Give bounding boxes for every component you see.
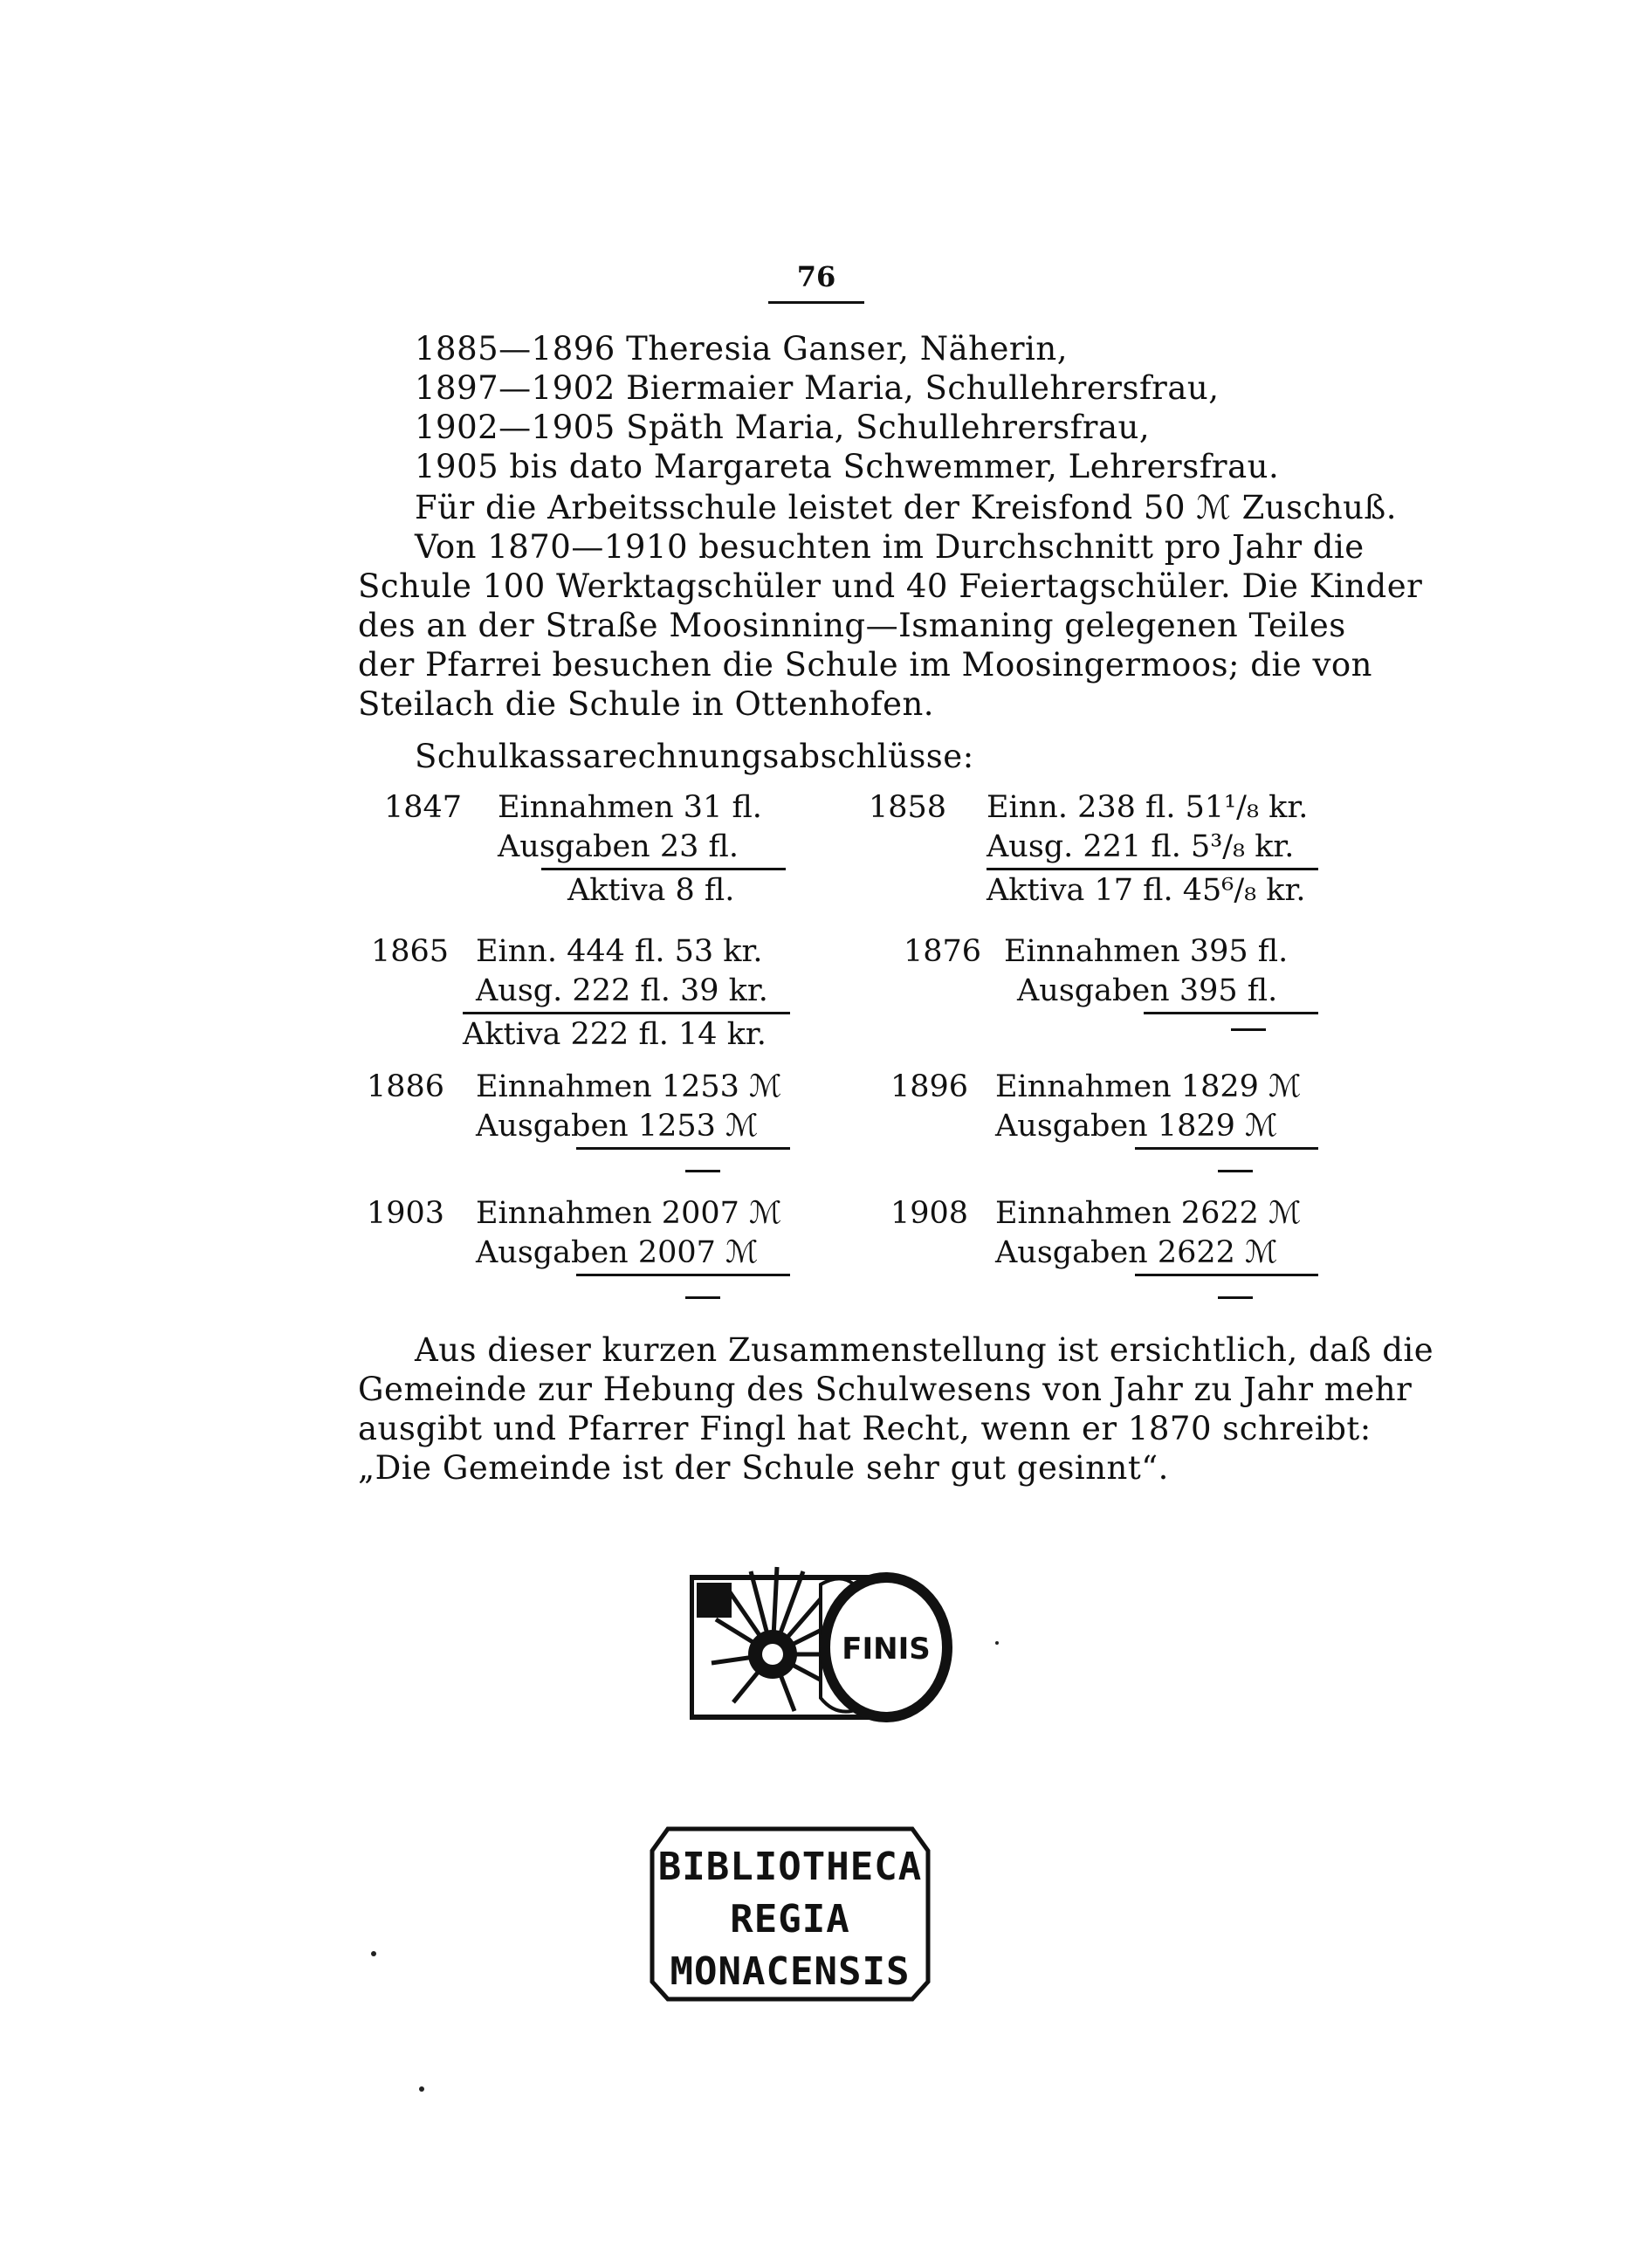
account-expense: Ausgaben 2007 ℳ (476, 1235, 759, 1270)
account-expense: Ausgaben 23 fl. (498, 829, 739, 864)
paragraph-line: „Die Gemeinde ist der Schule sehr gut gesinnt“. (358, 1449, 1169, 1487)
paragraph-line: Steilach die Schule in Ottenhofen. (358, 685, 935, 723)
paragraph-line: Von 1870—1910 besuchten im Durchschnitt pro Jahr die (415, 528, 1365, 566)
paragraph-line: Schule 100 Werktagschüler und 40 Feiertagschüler. Die Kinder (358, 567, 1423, 605)
library-stamp (642, 1811, 938, 2012)
paragraph-line: Gemeinde zur Hebung des Schulwesens von Jahr zu Jahr mehr (358, 1371, 1413, 1408)
account-expense: Ausg. 222 fl. 39 kr. (476, 973, 768, 1008)
stamp-line: REGIA (730, 1897, 850, 1942)
account-year: 1886 (367, 1069, 445, 1104)
teacher-line: 1885—1896 Theresia Ganser, Näherin, (415, 330, 1068, 368)
stamp-line: MONACENSIS (670, 1949, 911, 1994)
page-number-rule (768, 301, 864, 304)
ink-speck (371, 1951, 376, 1956)
account-income: Einnahmen 395 fl. (1004, 934, 1289, 969)
nil-balance-dash (685, 1296, 720, 1299)
account-income: Einnahmen 1829 ℳ (995, 1069, 1302, 1104)
sum-rule (1144, 1012, 1318, 1014)
account-balance: Aktiva 222 fl. 14 kr. (463, 1017, 767, 1052)
paragraph-line: Aus dieser kurzen Zusammenstellung ist ersichtlich, daß die (415, 1331, 1434, 1369)
teacher-line: 1902—1905 Späth Maria, Schullehrersfrau, (415, 409, 1151, 446)
page-number: 76 (796, 260, 836, 293)
accounts-heading: Schulkassarechnungsabschlüsse: (415, 738, 974, 775)
account-year: 1858 (869, 790, 947, 825)
account-expense: Ausg. 221 fl. 5³/₈ kr. (987, 829, 1295, 864)
finis-label: FINIS (842, 1632, 931, 1667)
paragraph-line: ausgibt und Pfarrer Fingl hat Recht, wenn er 1870 schreibt: (358, 1410, 1372, 1447)
finis-vignette (690, 1550, 995, 1724)
finis-ornament-icon (690, 1550, 995, 1724)
paragraph-line: des an der Straße Moosinning—Ismaning gelegenen Teiles (358, 607, 1346, 644)
account-income: Einnahmen 2007 ℳ (476, 1196, 782, 1231)
sum-rule (576, 1274, 790, 1276)
ink-speck (419, 2086, 424, 2092)
sum-rule (541, 868, 786, 870)
account-income: Einn. 238 fl. 51¹/₈ kr. (987, 790, 1309, 825)
account-year: 1847 (384, 790, 463, 825)
ink-speck (995, 1641, 999, 1645)
account-income: Einnahmen 2622 ℳ (995, 1196, 1302, 1231)
account-expense: Ausgaben 395 fl. (1017, 973, 1278, 1008)
paragraph-line: Für die Arbeitsschule leistet der Kreisfond 50 ℳ Zuschuß. (415, 489, 1397, 526)
account-year: 1876 (904, 934, 982, 969)
account-income: Einnahmen 1253 ℳ (476, 1069, 782, 1104)
account-expense: Ausgaben 1829 ℳ (995, 1109, 1278, 1144)
sum-rule (576, 1147, 790, 1150)
nil-balance-dash (685, 1170, 720, 1172)
nil-balance-dash (1218, 1296, 1253, 1299)
account-year: 1908 (890, 1196, 969, 1231)
sum-rule (987, 868, 1318, 870)
nil-balance-dash (1218, 1170, 1253, 1172)
account-year: 1896 (890, 1069, 969, 1104)
teacher-line: 1897—1902 Biermaier Maria, Schullehrersfrau, (415, 369, 1220, 407)
sum-rule (1135, 1274, 1318, 1276)
teacher-line: 1905 bis dato Margareta Schwemmer, Lehrersfrau. (415, 448, 1280, 485)
account-year: 1903 (367, 1196, 445, 1231)
account-balance: Aktiva 8 fl. (567, 873, 735, 908)
account-income: Einnahmen 31 fl. (498, 790, 762, 825)
nil-balance-dash (1231, 1028, 1266, 1031)
paragraph-line: der Pfarrei besuchen die Schule im Moosingermoos; die von (358, 646, 1372, 684)
account-year: 1865 (371, 934, 450, 969)
account-balance: Aktiva 17 fl. 45⁶/₈ kr. (987, 873, 1306, 908)
account-income: Einn. 444 fl. 53 kr. (476, 934, 763, 969)
sum-rule (1135, 1147, 1318, 1150)
account-expense: Ausgaben 2622 ℳ (995, 1235, 1278, 1270)
account-expense: Ausgaben 1253 ℳ (476, 1109, 759, 1144)
stamp-line: BIBLIOTHECA (657, 1845, 923, 1889)
sum-rule (463, 1012, 790, 1014)
